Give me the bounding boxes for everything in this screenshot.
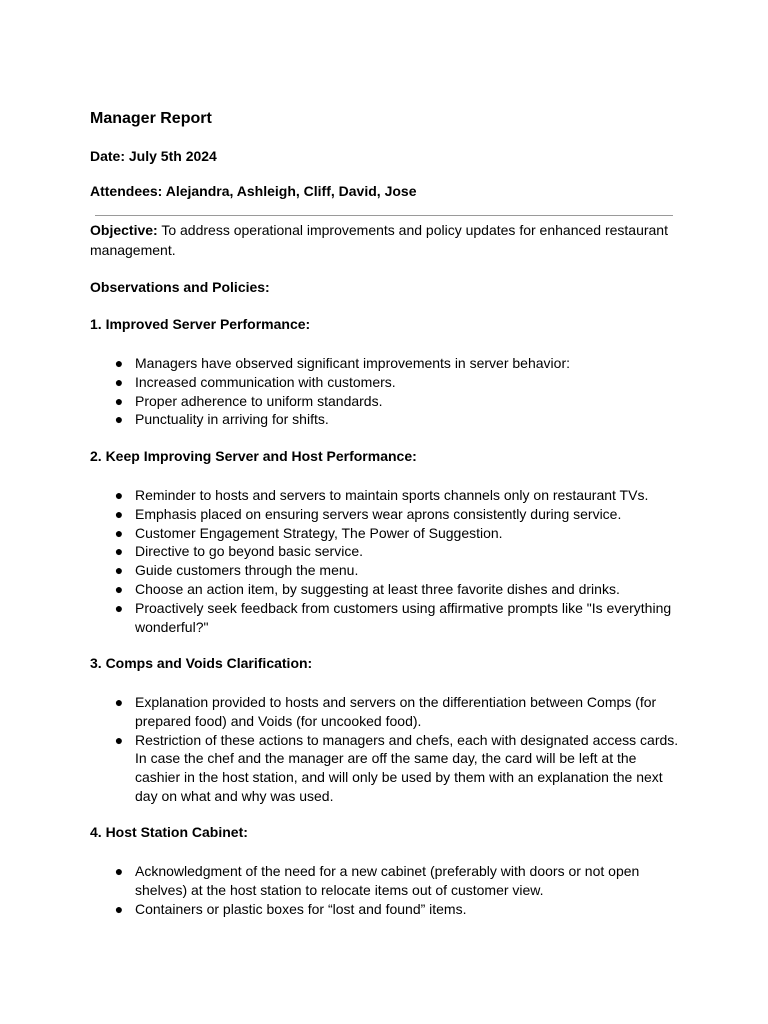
- list-item-text: Emphasis placed on ensuring servers wear aprons consistently during service.: [135, 505, 622, 522]
- bullet-icon: ●: [114, 411, 124, 428]
- bullet-icon: ●: [114, 373, 124, 390]
- document-title: Manager Report: [90, 110, 212, 127]
- list-item: [90, 693, 680, 731]
- bullet-icon: ●: [114, 543, 124, 560]
- section-list-comps-and-voids: [90, 693, 680, 806]
- bullet-icon: ●: [114, 731, 124, 748]
- bullet-icon: ●: [114, 487, 124, 503]
- bullet-icon: ●: [114, 580, 124, 597]
- list-item-text: Acknowledgment of the need for a new cabinet (preferably with doors or not open shelves) at the host station to relocate items out of customer view.: [135, 863, 640, 898]
- list-item: [90, 731, 680, 806]
- list-item: [90, 542, 680, 561]
- section-heading-keep-improving-performance: 2. Keep Improving Server and Host Performance:: [90, 448, 417, 464]
- list-item: [90, 410, 680, 429]
- objective-label: Objective:: [90, 222, 158, 238]
- section-heading-improved-server-performance: 1. Improved Server Performance:: [90, 316, 311, 332]
- list-item: [90, 354, 680, 373]
- observations-heading: Observations and Policies:: [90, 279, 270, 295]
- list-item-text: Customer Engagement Strategy, The Power of Suggestion.: [135, 524, 503, 541]
- bullet-icon: ●: [114, 599, 124, 616]
- list-item-text: Containers or plastic boxes for “lost and found” items.: [135, 900, 467, 917]
- list-item: [90, 900, 680, 919]
- list-item: [90, 392, 680, 411]
- bullet-icon: ●: [114, 863, 124, 879]
- bullet-icon: ●: [114, 524, 124, 541]
- list-item-text: Reminder to hosts and servers to maintain sports channels only on restaurant TVs.: [135, 487, 649, 503]
- list-item-text: Proper adherence to uniform standards.: [135, 392, 383, 409]
- list-item: [90, 561, 680, 580]
- list-item-text: Managers have observed significant improvements in server behavior:: [135, 355, 570, 371]
- bullet-icon: ●: [114, 562, 124, 579]
- section-list-host-station-cabinet: [90, 862, 680, 918]
- list-item-text: Choose an action item, by suggesting at least three favorite dishes and drinks.: [135, 580, 620, 597]
- list-item-text: Increased communication with customers.: [135, 373, 396, 390]
- list-item: [90, 505, 680, 524]
- objective-paragraph: [90, 221, 680, 260]
- list-item: [90, 486, 680, 505]
- list-item-text: Directive to go beyond basic service.: [135, 543, 363, 560]
- horizontal-divider: [95, 215, 673, 216]
- bullet-icon: ●: [114, 505, 124, 522]
- list-item-text: Guide customers through the menu.: [135, 562, 359, 579]
- list-item: [90, 599, 680, 637]
- bullet-icon: ●: [114, 355, 124, 371]
- meeting-attendees: Attendees: Alejandra, Ashleigh, Cliff, David, Jose: [90, 183, 417, 199]
- section-list-keep-improving-performance: [90, 486, 680, 636]
- meeting-date: Date: July 5th 2024: [90, 148, 217, 164]
- bullet-icon: ●: [114, 900, 124, 917]
- bullet-icon: ●: [114, 694, 124, 710]
- list-item: [90, 580, 680, 599]
- bullet-icon: ●: [114, 392, 124, 409]
- list-item: [90, 862, 680, 900]
- section-heading-host-station-cabinet: 4. Host Station Cabinet:: [90, 824, 248, 840]
- list-item: [90, 524, 680, 543]
- section-heading-comps-and-voids: 3. Comps and Voids Clarification:: [90, 655, 313, 671]
- list-item-text: Restriction of these actions to managers and chefs, each with designated access cards. In case the chef and the manager are off the same day, the card will be left at the cashier in the host station, and will only be used by them with an explanation the next day on what and why was used.: [135, 731, 679, 804]
- objective-text: To address operational improvements and policy updates for enhanced restaurant management.: [90, 222, 668, 258]
- list-item: [90, 373, 680, 392]
- list-item-text: Proactively seek feedback from customers using affirmative prompts like "Is everything wonderful?": [135, 599, 672, 635]
- section-list-improved-server-performance: [90, 354, 680, 429]
- list-item-text: Punctuality in arriving for shifts.: [135, 411, 329, 428]
- list-item-text: Explanation provided to hosts and servers on the differentiation between Comps (for prepared food) and Voids (for uncooked food).: [135, 694, 657, 729]
